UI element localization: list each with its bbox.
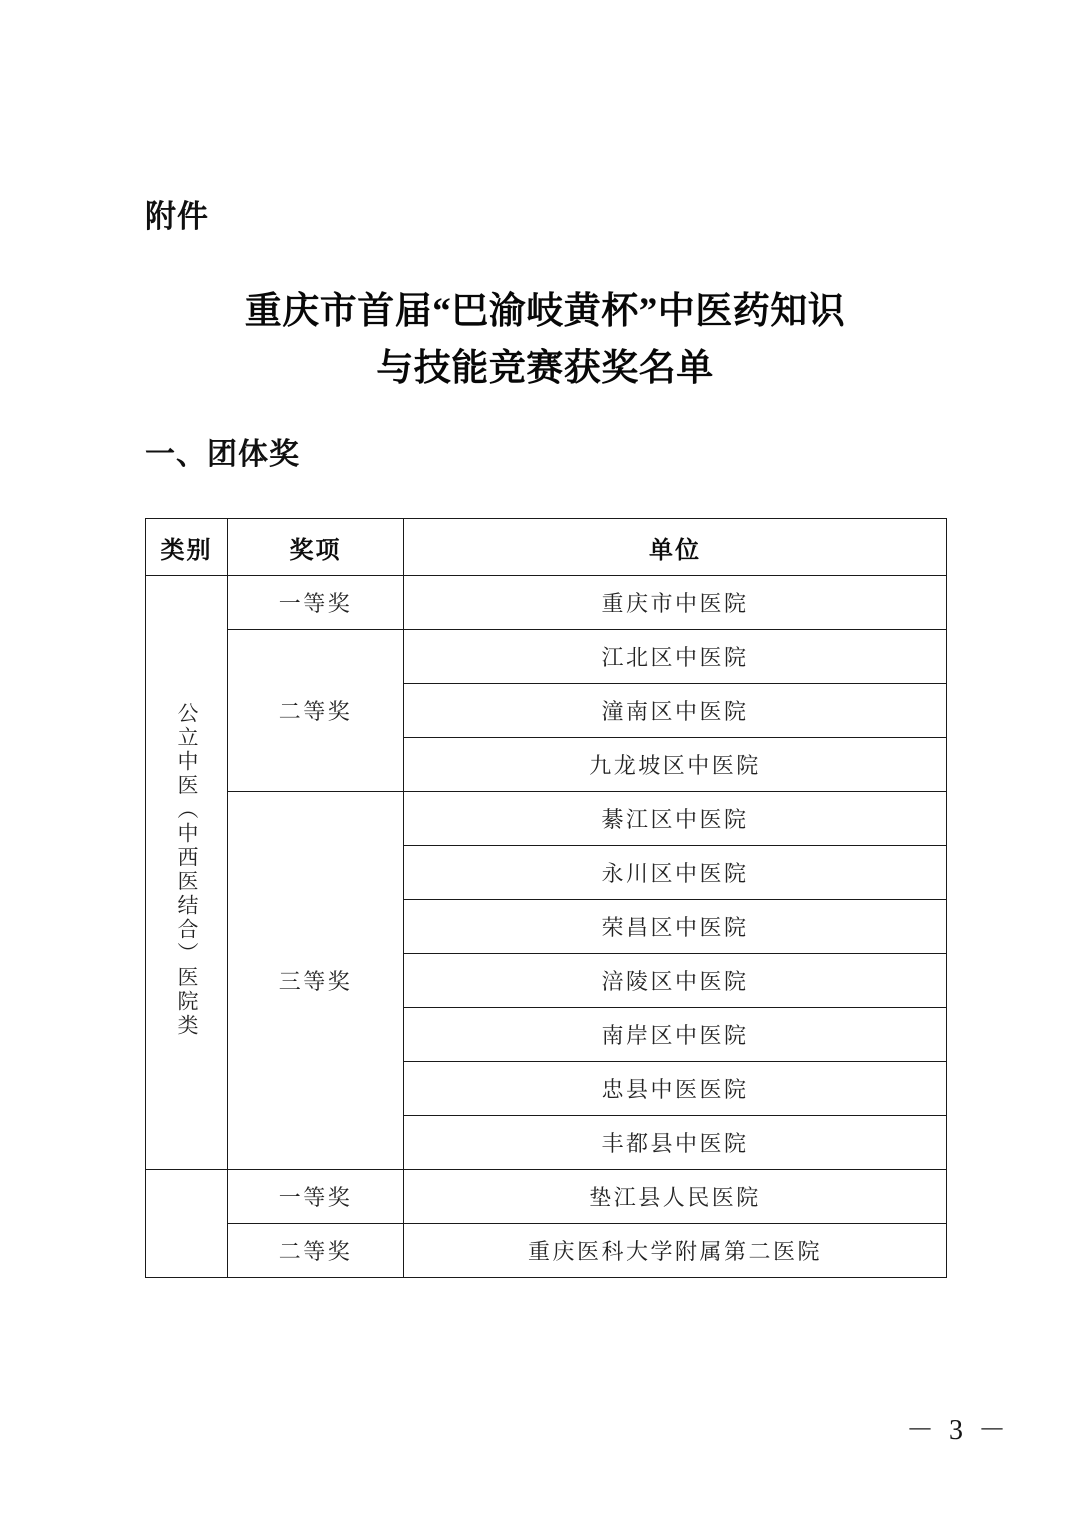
category-label-vertical: 公立中医（中西医结合）医院类 (175, 701, 200, 1038)
unit-cell: 永川区中医院 (404, 846, 947, 900)
award-cell: 二等奖 (228, 1224, 404, 1278)
unit-cell: 南岸区中医院 (404, 1008, 947, 1062)
page-title-line-1: 重庆市首届“巴渝岐黄杯”中医药知识 (244, 291, 846, 332)
category-cell (146, 576, 228, 1170)
unit-cell: 丰都县中医院 (404, 1116, 947, 1170)
table-row (146, 576, 947, 630)
unit-cell: 江北区中医院 (404, 630, 947, 684)
table-row (146, 630, 947, 684)
section-heading-group-award: 一、团体奖 (145, 437, 300, 472)
awards-table (145, 518, 947, 1278)
unit-cell: 涪陵区中医院 (404, 954, 947, 1008)
table-row (146, 1170, 947, 1224)
unit-cell: 垫江县人民医院 (404, 1170, 947, 1224)
awards-table-container (145, 518, 946, 1278)
table-body (146, 576, 947, 1278)
attachment-label: 附件 (145, 199, 209, 235)
unit-cell: 重庆医科大学附属第二医院 (404, 1224, 947, 1278)
table-row (146, 792, 947, 846)
award-cell: 三等奖 (228, 792, 404, 1170)
category-cell-empty (146, 1170, 228, 1278)
table-row (146, 1224, 947, 1278)
unit-cell: 荣昌区中医院 (404, 900, 947, 954)
award-cell: 二等奖 (228, 630, 404, 792)
unit-cell: 忠县中医医院 (404, 1062, 947, 1116)
table-header-row (146, 519, 947, 576)
award-cell: 一等奖 (228, 1170, 404, 1224)
page-title (145, 283, 945, 397)
column-header-unit: 单位 (404, 519, 947, 576)
page-number-footer: － 3 － (905, 1415, 1010, 1446)
award-cell: 一等奖 (228, 576, 404, 630)
unit-cell: 潼南区中医院 (404, 684, 947, 738)
page-title-line-2: 与技能竞赛获奖名单 (376, 348, 714, 389)
column-header-award: 奖项 (228, 519, 404, 576)
unit-cell: 綦江区中医院 (404, 792, 947, 846)
unit-cell: 九龙坡区中医院 (404, 738, 947, 792)
unit-cell: 重庆市中医院 (404, 576, 947, 630)
column-header-category: 类别 (146, 519, 228, 576)
